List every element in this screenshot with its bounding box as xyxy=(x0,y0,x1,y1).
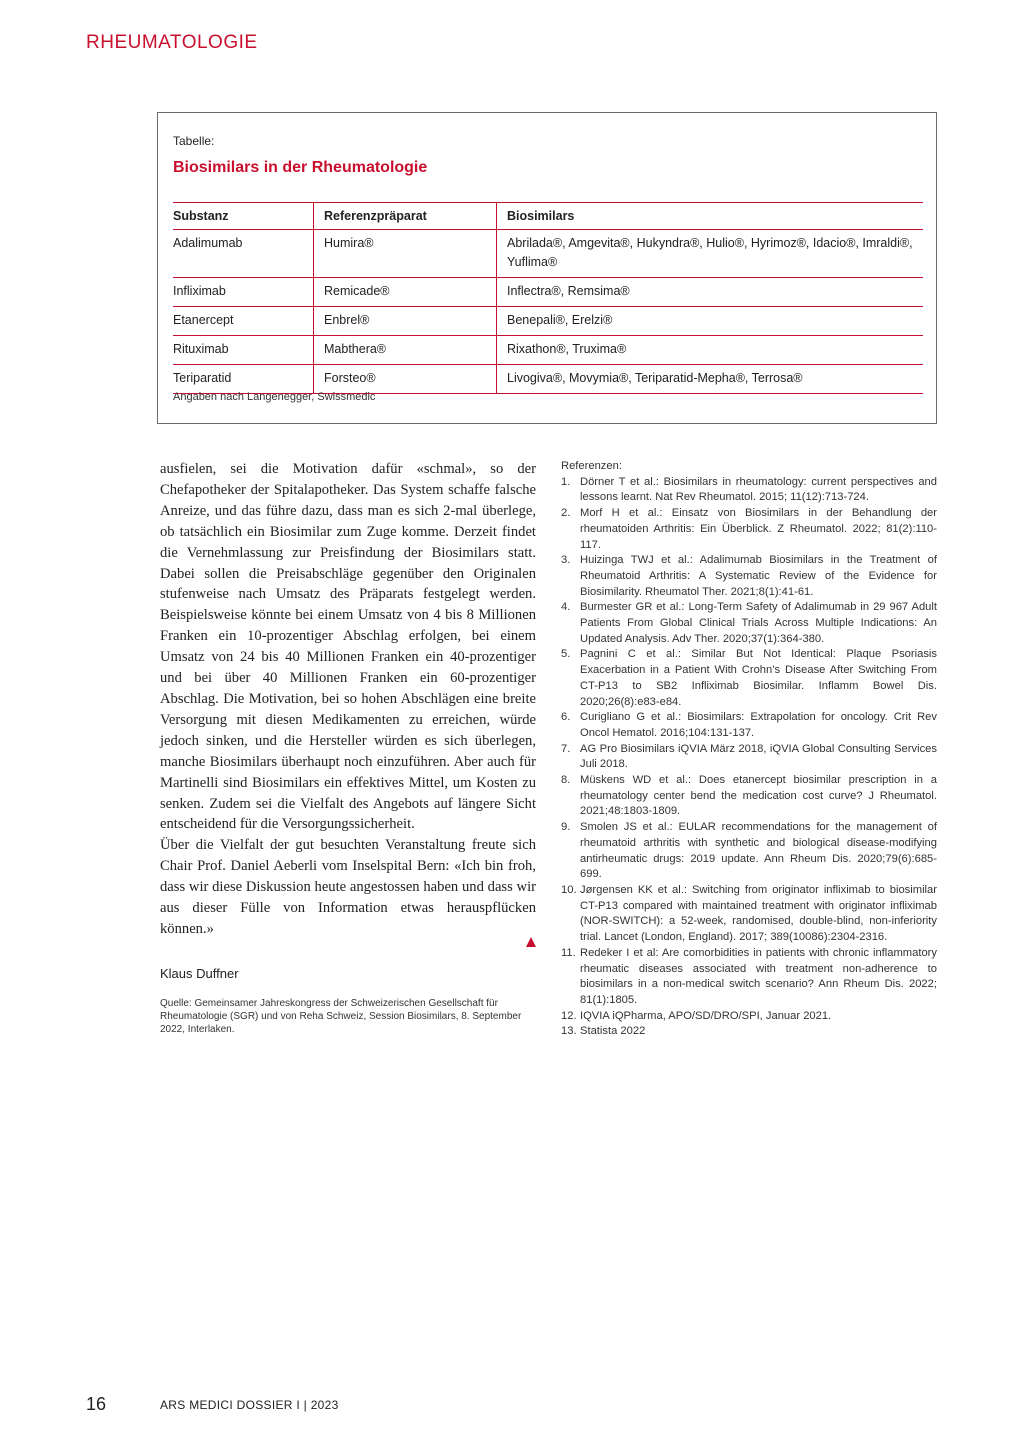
reference-text: Statista 2022 xyxy=(580,1025,646,1038)
table-row xyxy=(173,278,923,307)
table-cell: Mabthera® xyxy=(314,336,497,365)
reference-text: Redeker I et al: Are comorbidities in patients with chronic inflammatory rheumatic diseases associated with treatment non-adherence to biosimilars in a non-medical switch scenario? Ann Rheum Dis. 2022; 81(1):1805. xyxy=(580,946,937,1006)
table-row xyxy=(173,336,923,365)
reference-text: Burmester GR et al.: Long-Term Safety of Adalimumab in 29 967 Adult Patients From Global Clinical Trials Across Multiple Indications: An Updated Analysis. Adv Ther. 2020;37(1):364-380. xyxy=(580,601,937,645)
reference-number: 13. xyxy=(561,1025,577,1038)
reference-number: 7. xyxy=(561,742,571,755)
table-row xyxy=(173,307,923,336)
reference-number: 8. xyxy=(561,774,571,787)
reference-text: Dörner T et al.: Biosimilars in rheumatology: current perspectives and lessons learnt. Nat Rev Rheumatol. 2015; 11(12):713-724. xyxy=(580,475,937,504)
reference-number: 6. xyxy=(561,711,571,724)
table-cell: Remicade® xyxy=(314,278,497,307)
table-cell: Enbrel® xyxy=(314,307,497,336)
reference-text: Curigliano G et al.: Biosimilars: Extrapolation for oncology. Crit Rev Oncol Hematol. 2016;104:131-137. xyxy=(580,711,937,739)
reference-number: 3. xyxy=(561,554,571,567)
page-number: 16 xyxy=(86,1394,107,1414)
column-header-referenzpraeparat: Referenzpräparat xyxy=(314,203,497,230)
reference-item xyxy=(561,710,937,741)
reference-item xyxy=(561,773,937,820)
reference-item xyxy=(561,600,937,647)
references xyxy=(561,459,937,1040)
table-source: Angaben nach Langenegger, Swissmedic xyxy=(173,391,376,403)
reference-number: 1. xyxy=(561,475,571,488)
table-box xyxy=(157,112,937,424)
table-cell: Livogiva®, Movymia®, Teriparatid-Mepha®, Terrosa® xyxy=(497,365,924,394)
reference-list xyxy=(561,475,937,1040)
reference-text: Jørgensen KK et al.: Switching from originator infliximab to biosimilar CT-P13 compared with maintained treatment with originator infliximab (NOR-SWITCH): a 52-week, randomised, double-blind, non-inferiority trial. Lancet (London, England). 2017; 389(10086):2304-2316. xyxy=(580,883,937,944)
table-cell: Teriparatid xyxy=(173,365,314,394)
reference-number: 4. xyxy=(561,601,571,614)
reference-text: Pagnini C et al.: Similar But Not Identical: Plaque Psoriasis Exacerbation in a Patient With Crohn’s Disease After Switching From CT-P13 to SB2 Infliximab Biosimilar. Inflamm Bowel Dis. 2020;26(8):e83-e84. xyxy=(580,648,937,708)
table-cell: Rixathon®, Truxima® xyxy=(497,336,924,365)
table-cell: Etanercept xyxy=(173,307,314,336)
reference-item xyxy=(561,647,937,710)
table-title: Biosimilars in der Rheumatologie xyxy=(173,159,428,176)
section-header: RHEUMATOLOGIE xyxy=(86,32,258,53)
source-note: Quelle: Gemeinsamer Jahreskongress der Schweizerischen Gesellschaft für Rheumatologie (SGR) und von Reha Schweiz, Session Biosimilars, 8. September 2022, Interlaken. xyxy=(160,998,522,1036)
reference-text: Morf H et al.: Einsatz von Biosimilars in der Behandlung der rheumatoiden Arthritis: Ein Überblick. Z Rheumatol. 2022; 81(2):110-117. xyxy=(580,507,937,551)
reference-number: 5. xyxy=(561,648,571,661)
end-of-article-triangle-icon xyxy=(526,937,536,947)
table-cell: Abrilada®, Amgevita®, Hukyndra®, Hulio®, Hyrimoz®, Idacio®, Imraldi®, Yuflima® xyxy=(497,230,924,278)
reference-number: 12. xyxy=(561,1009,577,1022)
table-cell: Benepali®, Erelzi® xyxy=(497,307,924,336)
biosimilars-table xyxy=(173,202,923,394)
body-paragraph: ausfielen, sei die Motivation dafür «schmal», so der Chefapotheker der Spitalapotheker. Das System schaffe falsche Anreize, und das führe dazu, dass man es sich 2-mal überlege, ob tatsächlich ein Biosimilar zum Zuge komme. Derzeit findet die Vernehmlassung zur Preisfindung der Biosimilars statt. Dabei sollen die Preisabschläge gegenüber den Originalen stufenweise nach Umsatz des Präparats festgelegt werden. Beispielsweise könnte bei einem Umsatz von 4 bis 8 Millionen Franken ein 10-prozentiger Abschlag erfolgen, bei einem Umsatz von 24 bis 40 Millionen Franken ein 40-prozentiger und bei über 40 Millionen Franken ein 60-prozentiger Abschlag. Die Motivation, bei so hohen Abschlägen eine breite Versorgung mit diesen Medikamenten zu erreichen, würde jedoch sinken, und die Hersteller würden es sich überlegen, manche Biosimilars überhaupt noch einzuführen. Aber auch für Martinelli sind Biosimilars ein effektives Mittel, um Kosten zu senken. Zudem sei die Vielfalt des Angebots auf längere Sicht entscheidend für die Versorgungssicherheit. xyxy=(160,461,536,833)
reference-text: Müskens WD et al.: Does etanercept biosimilar prescription in a rheumatology center bend the medication cost curve? J Rheumatol. 2021;48:1803-1809. xyxy=(580,774,937,818)
reference-item xyxy=(561,553,937,600)
reference-number: 9. xyxy=(561,821,571,834)
table-cell: Adalimumab xyxy=(173,230,314,278)
column-header-biosimilars: Biosimilars xyxy=(497,203,924,230)
article-body xyxy=(160,459,536,940)
table-cell: Humira® xyxy=(314,230,497,278)
table-label: Tabelle: xyxy=(173,134,215,148)
journal-name: ARS MEDICI DOSSIER I | 2023 xyxy=(160,1398,339,1412)
reference-text: Smolen JS et al.: EULAR recommendations for the management of rheumatoid arthritis with synthetic and biological disease-modifying antirheumatic drugs: 2019 update. Ann Rheum Dis. 2020;79(6):685-699. xyxy=(580,821,937,881)
reference-text: IQVIA iQPharma, APO/SD/DRO/SPI, Januar 2021. xyxy=(580,1009,832,1022)
reference-text: AG Pro Biosimilars iQVIA März 2018, iQVIA Global Consulting Services Juli 2018. xyxy=(580,742,937,771)
table-cell: Inflectra®, Remsima® xyxy=(497,278,924,307)
table-header-row xyxy=(173,203,923,230)
reference-item xyxy=(561,475,937,506)
reference-item xyxy=(561,946,937,1009)
reference-item xyxy=(561,742,937,773)
reference-item xyxy=(561,820,937,883)
body-paragraph: Über die Vielfalt der gut besuchten Veranstaltung freute sich Chair Prof. Daniel Aeberli vom Inselspital Bern: «Ich bin froh, dass wir diese Diskussion heute angestossen haben und dass wir aus dieser Fülle von Information etwas herauspflücken können.» xyxy=(160,837,536,937)
author: Klaus Duffner xyxy=(160,966,239,981)
column-header-substanz: Substanz xyxy=(173,203,314,230)
reference-item xyxy=(561,506,937,553)
reference-item xyxy=(561,1024,937,1040)
reference-number: 10. xyxy=(561,883,577,896)
table-cell: Infliximab xyxy=(173,278,314,307)
table-cell: Rituximab xyxy=(173,336,314,365)
table-row xyxy=(173,365,923,394)
reference-text: Huizinga TWJ et al.: Adalimumab Biosimilars in the Treatment of Rheumatoid Arthritis: A Systematic Review of the Evidence for Biosimilarity. Rheumatol Ther. 2021;8(1):41-61. xyxy=(580,554,937,598)
reference-item xyxy=(561,1009,937,1025)
references-heading: Referenzen: xyxy=(561,460,622,472)
reference-number: 2. xyxy=(561,507,571,520)
reference-number: 11. xyxy=(561,946,576,959)
table-row xyxy=(173,230,923,278)
reference-item xyxy=(561,883,937,946)
table-cell: Forsteo® xyxy=(314,365,497,394)
